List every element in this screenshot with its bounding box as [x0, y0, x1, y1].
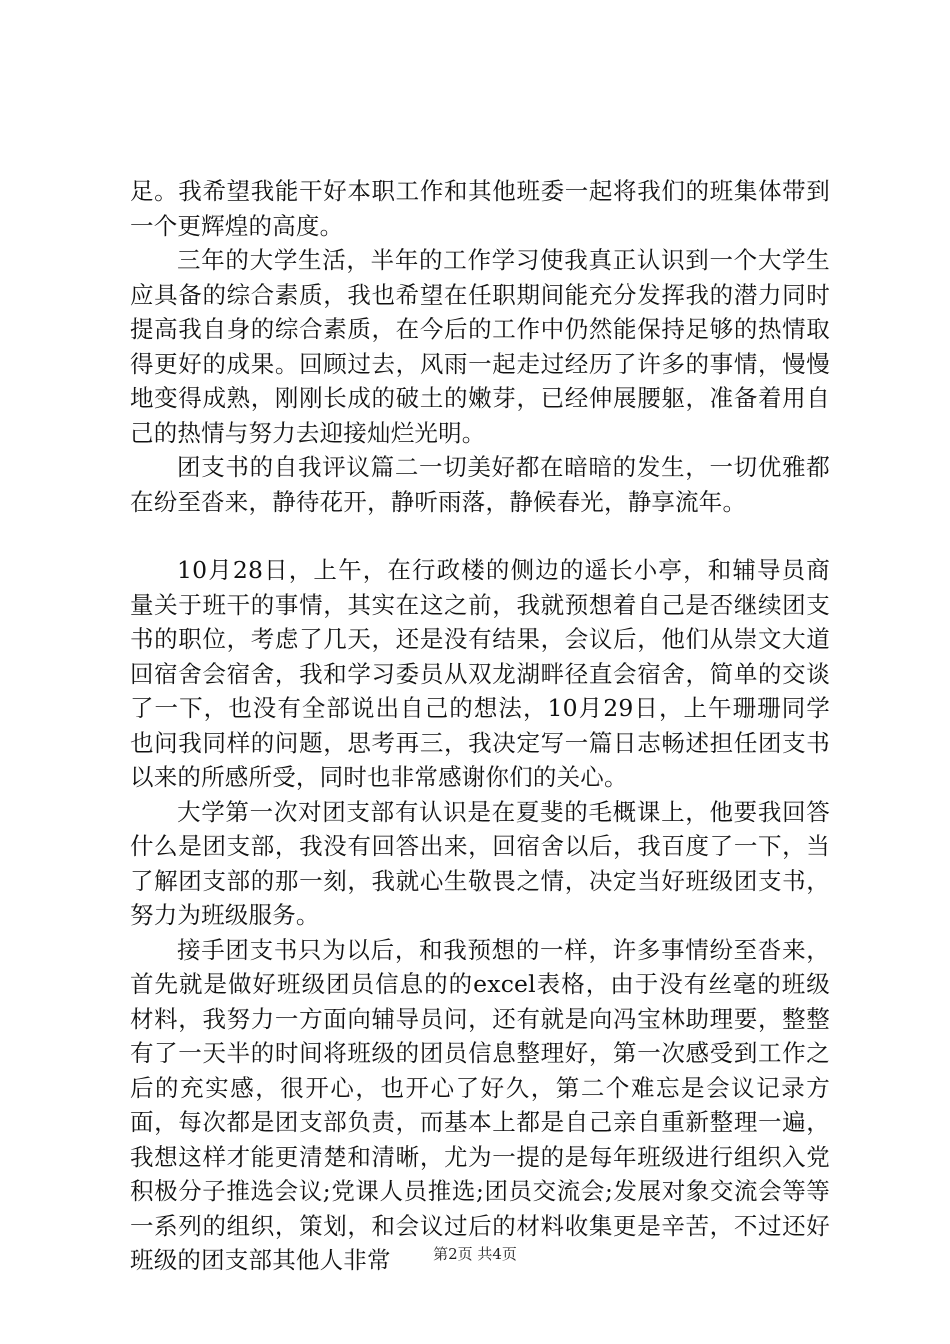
paragraph-university-life: 三年的大学生活，半年的工作学习使我真正认识到一个大学生应具备的综合素质，我也希望在任职期间能充分发挥我的潜力同时提高我自身的综合素质，在今后的工作中仍然能保持足够的热情取得更好的成果。回顾过去，风雨一起走过经历了许多的事情，慢慢地变得成熟，刚刚长成的破土的嫩芽，已经伸展腰躯，准备着用自己的热情与努力去迎接灿烂光明。 [130, 246, 830, 447]
paragraph-section-two-intro: 团支书的自我评议篇二一切美好都在暗暗的发生，一切优雅都在纷至沓来，静待花开，静听雨落，静候春光，静享流年。 [130, 453, 830, 516]
page-number: 第2页 共4页 [433, 1245, 517, 1263]
paragraph-continuation: 足。我希望我能干好本职工作和其他班委一起将我们的班集体带到一个更辉煌的高度。 [130, 177, 830, 240]
paragraph-october-meeting: 10月28日，上午，在行政楼的侧边的遥长小亭，和辅导员商量关于班干的事情，其实在这之前，我就预想着自己是否继续团支书的职位，考虑了几天，还是没有结果，会议后，他们从崇文大道回宿舍会宿舍，我和学习委员从双龙湖畔径直会宿舍，简单的交谈了一下，也没有全部说出自己的想法，10月29日，上午珊珊同学也问我同样的问题，思考再三，我决定写一篇日志畅述担任团支书以来的所感所受，同时也非常感谢你们的关心。 [130, 556, 830, 791]
page-footer [0, 1244, 950, 1264]
paragraph-spacer [130, 519, 830, 553]
body-text [130, 174, 830, 1278]
paragraph-taking-office: 接手团支书只为以后，和我预想的一样，许多事情纷至沓来，首先就是做好班级团员信息的的excel表格，由于没有丝毫的班级材料，我努力一方面向辅导员问，还有就是向冯宝林助理要，整整有了一天半的时间将班级的团员信息整理好，第一次感受到工作之后的充实感，很开心，也开心了好久，第二个难忘是会议记录方面，每次都是团支部负责，而基本上都是自己亲自重新整理一遍，我想这样才能更清楚和清晰，尤为一提的是每年班级进行组织入党积极分子推选会议;党课人员推选;团员交流会;发展对象交流会等等一系列的组织，策划，和会议过后的材料收集更是辛苦，不过还好班级的团支部其他人非常 [130, 935, 830, 1274]
paragraph-first-knowledge: 大学第一次对团支部有认识是在夏斐的毛概课上，他要我回答什么是团支部，我没有回答出来，回宿舍以后，我百度了一下，当了解团支部的那一刻，我就心生敬畏之情，决定当好班级团支书，努力为班级服务。 [130, 797, 830, 929]
